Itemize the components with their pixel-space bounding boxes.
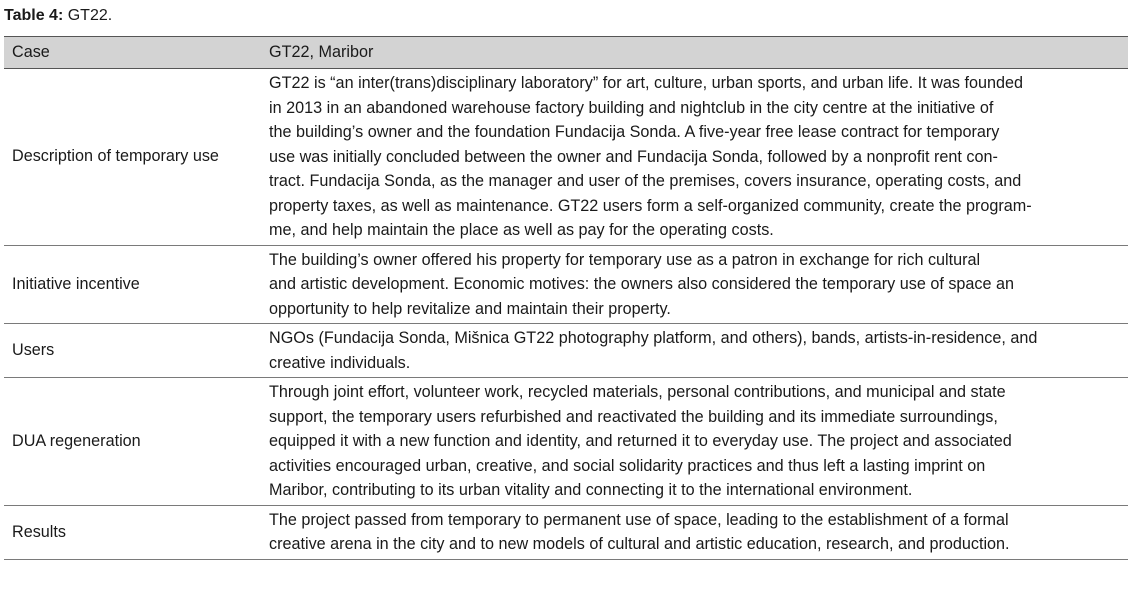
table-row-results xyxy=(4,505,1128,559)
table-row-users xyxy=(4,324,1128,378)
text-line: support, the temporary users refurbished and reactivated the building and its immediate surroundings, xyxy=(269,407,998,426)
text-line: The project passed from temporary to permanent use of space, leading to the establishment of a formal xyxy=(269,510,1009,529)
text-line: Maribor, contributing to its urban vitality and connecting it to the international environment. xyxy=(269,481,913,499)
table-header-row xyxy=(4,37,1128,69)
header-case-name: GT22, Maribor xyxy=(266,37,1128,69)
text-line: me, and help maintain the place as well as pay for the operating costs. xyxy=(269,221,774,239)
text-line: opportunity to help revitalize and maintain their property. xyxy=(269,299,671,318)
text-line: equipped it with a new function and identity, and returned it to everyday use. The project and associated xyxy=(269,432,1012,450)
text-line: activities encouraged urban, creative, and social solidarity practices and thus left a lasting imprint on xyxy=(269,456,986,475)
text-line: use was initially concluded between the owner and Fundacija Sonda, followed by a nonprofit rent con- xyxy=(269,147,998,166)
text-line: the building’s owner and the foundation Fundacija Sonda. A five-year free lease contract for temporary xyxy=(269,123,1000,141)
text-line: NGOs (Fundacija Sonda, Mišnica GT22 photography platform, and others), bands, artists-in-residence, and xyxy=(269,329,1038,347)
row-text xyxy=(266,505,1128,559)
text-line: and artistic development. Economic motives: the owners also considered the temporary use of space an xyxy=(269,275,1015,293)
table-row-description xyxy=(4,69,1128,246)
row-text xyxy=(266,378,1128,506)
text-line: tract. Fundacija Sonda, as the manager and user of the premises, covers insurance, operating costs, and xyxy=(269,172,1022,190)
text-line: in 2013 in an abandoned warehouse factory building and nightclub in the city centre at the initiative of xyxy=(269,98,994,117)
row-text xyxy=(266,69,1128,246)
text-line: GT22 is “an inter(trans)disciplinary laboratory” for art, culture, urban sports, and urban life. It was founded xyxy=(269,74,1023,92)
row-label: DUA regeneration xyxy=(4,378,266,506)
table-caption xyxy=(4,6,112,26)
text-line: Through joint effort, volunteer work, recycled materials, personal contributions, and municipal and state xyxy=(269,383,1006,401)
row-label: Initiative incentive xyxy=(4,245,266,324)
row-label: Description of temporary use xyxy=(4,69,266,246)
text-line: property taxes, as well as maintenance. GT22 users form a self-organized community, create the program- xyxy=(269,196,1032,215)
text-line: The building’s owner offered his property for temporary use as a patron in exchange for rich cultural xyxy=(269,250,981,269)
gt22-table xyxy=(4,36,1128,560)
row-text xyxy=(266,245,1128,324)
text-line: creative arena in the city and to new models of cultural and artistic education, research, and production. xyxy=(269,535,1010,553)
row-label: Users xyxy=(4,324,266,378)
caption-title: GT22. xyxy=(63,7,113,24)
row-text xyxy=(266,324,1128,378)
caption-label: Table 4: xyxy=(4,7,64,24)
header-case: Case xyxy=(4,37,266,69)
table-row-dua-regeneration xyxy=(4,378,1128,506)
row-label: Results xyxy=(4,505,266,559)
table-row-initiative xyxy=(4,245,1128,324)
text-line: creative individuals. xyxy=(269,353,411,372)
